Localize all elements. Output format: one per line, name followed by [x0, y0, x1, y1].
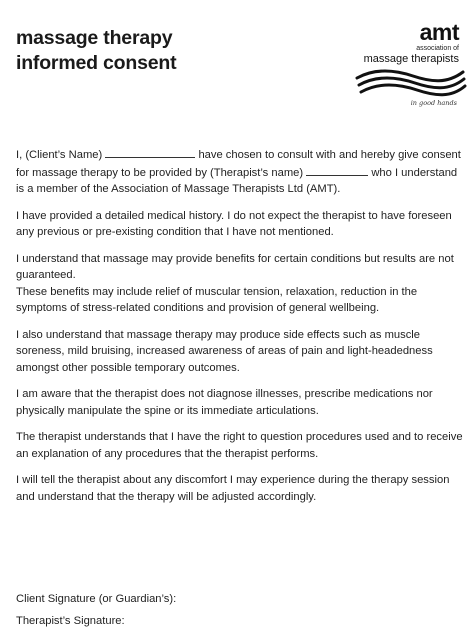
consent-paragraph-benefits: [16, 251, 468, 317]
therapist-signature-row: [16, 612, 128, 628]
consent-paragraph-history: I have provided a detailed medical history. I do not expect the therapist to have foreseen any previous or pre-existing condition that I have not mentioned.: [16, 209, 452, 238]
consent-body: [16, 146, 468, 515]
consent-paragraph-side-effects: I also understand that massage therapy may produce side effects such as muscle soreness, mild bruising, increased awareness of areas of pain and light-headedness amongst other possible temporary outcomes.: [16, 328, 433, 374]
consent-paragraph-discomfort: I will tell the therapist about any discomfort I may experience during the therapy session and understand that the therapy will be adjusted accordingly.: [16, 474, 450, 503]
consent-paragraph-no-diagnosis: I am aware that the therapist does not diagnose illnesses, prescribe medications nor physically manipulate the spine or its immediate articulations.: [16, 388, 433, 417]
consent-intro: [16, 146, 468, 198]
intro-membership-text: who I understand is a member of the Association of Massage Therapists Ltd (AMT).: [16, 166, 458, 195]
benefits-sentence-1: I understand that massage may provide benefits for certain conditions but results are not guaranteed.: [16, 252, 454, 281]
client-signature-row: [16, 590, 179, 606]
wave-lines-icon: [355, 68, 467, 100]
amt-logo: [355, 20, 467, 110]
page-title: [16, 26, 176, 76]
logo-tagline: in good hands: [410, 99, 457, 107]
client-name-field[interactable]: [105, 146, 195, 158]
logo-small-line: association of: [416, 45, 459, 52]
therapist-name-field[interactable]: [306, 164, 368, 176]
consent-paragraph-right-to-question: The therapist understands that I have the right to question procedures used and to receive an explanation of any procedures that the therapist performs.: [16, 431, 463, 460]
intro-consent-text: have chosen to consult with and hereby give consent for massage therapy to be provided by (Therapist’s name): [16, 149, 461, 179]
title-line-2: informed consent: [16, 52, 177, 74]
title-line-1: massage therapy: [16, 27, 173, 49]
logo-mark: amt: [419, 19, 459, 45]
client-signature-label: Client Signature (or Guardian’s):: [16, 593, 177, 605]
benefits-sentence-2: These benefits may include relief of muscular tension, relaxation, reduction in the symptoms of stress-related conditions and provision of general wellbeing.: [16, 285, 418, 314]
therapist-signature-label: Therapist’s Signature:: [16, 615, 125, 627]
logo-name: massage therapists: [363, 53, 459, 65]
intro-client-name-label: I, (Client’s Name): [16, 149, 103, 161]
